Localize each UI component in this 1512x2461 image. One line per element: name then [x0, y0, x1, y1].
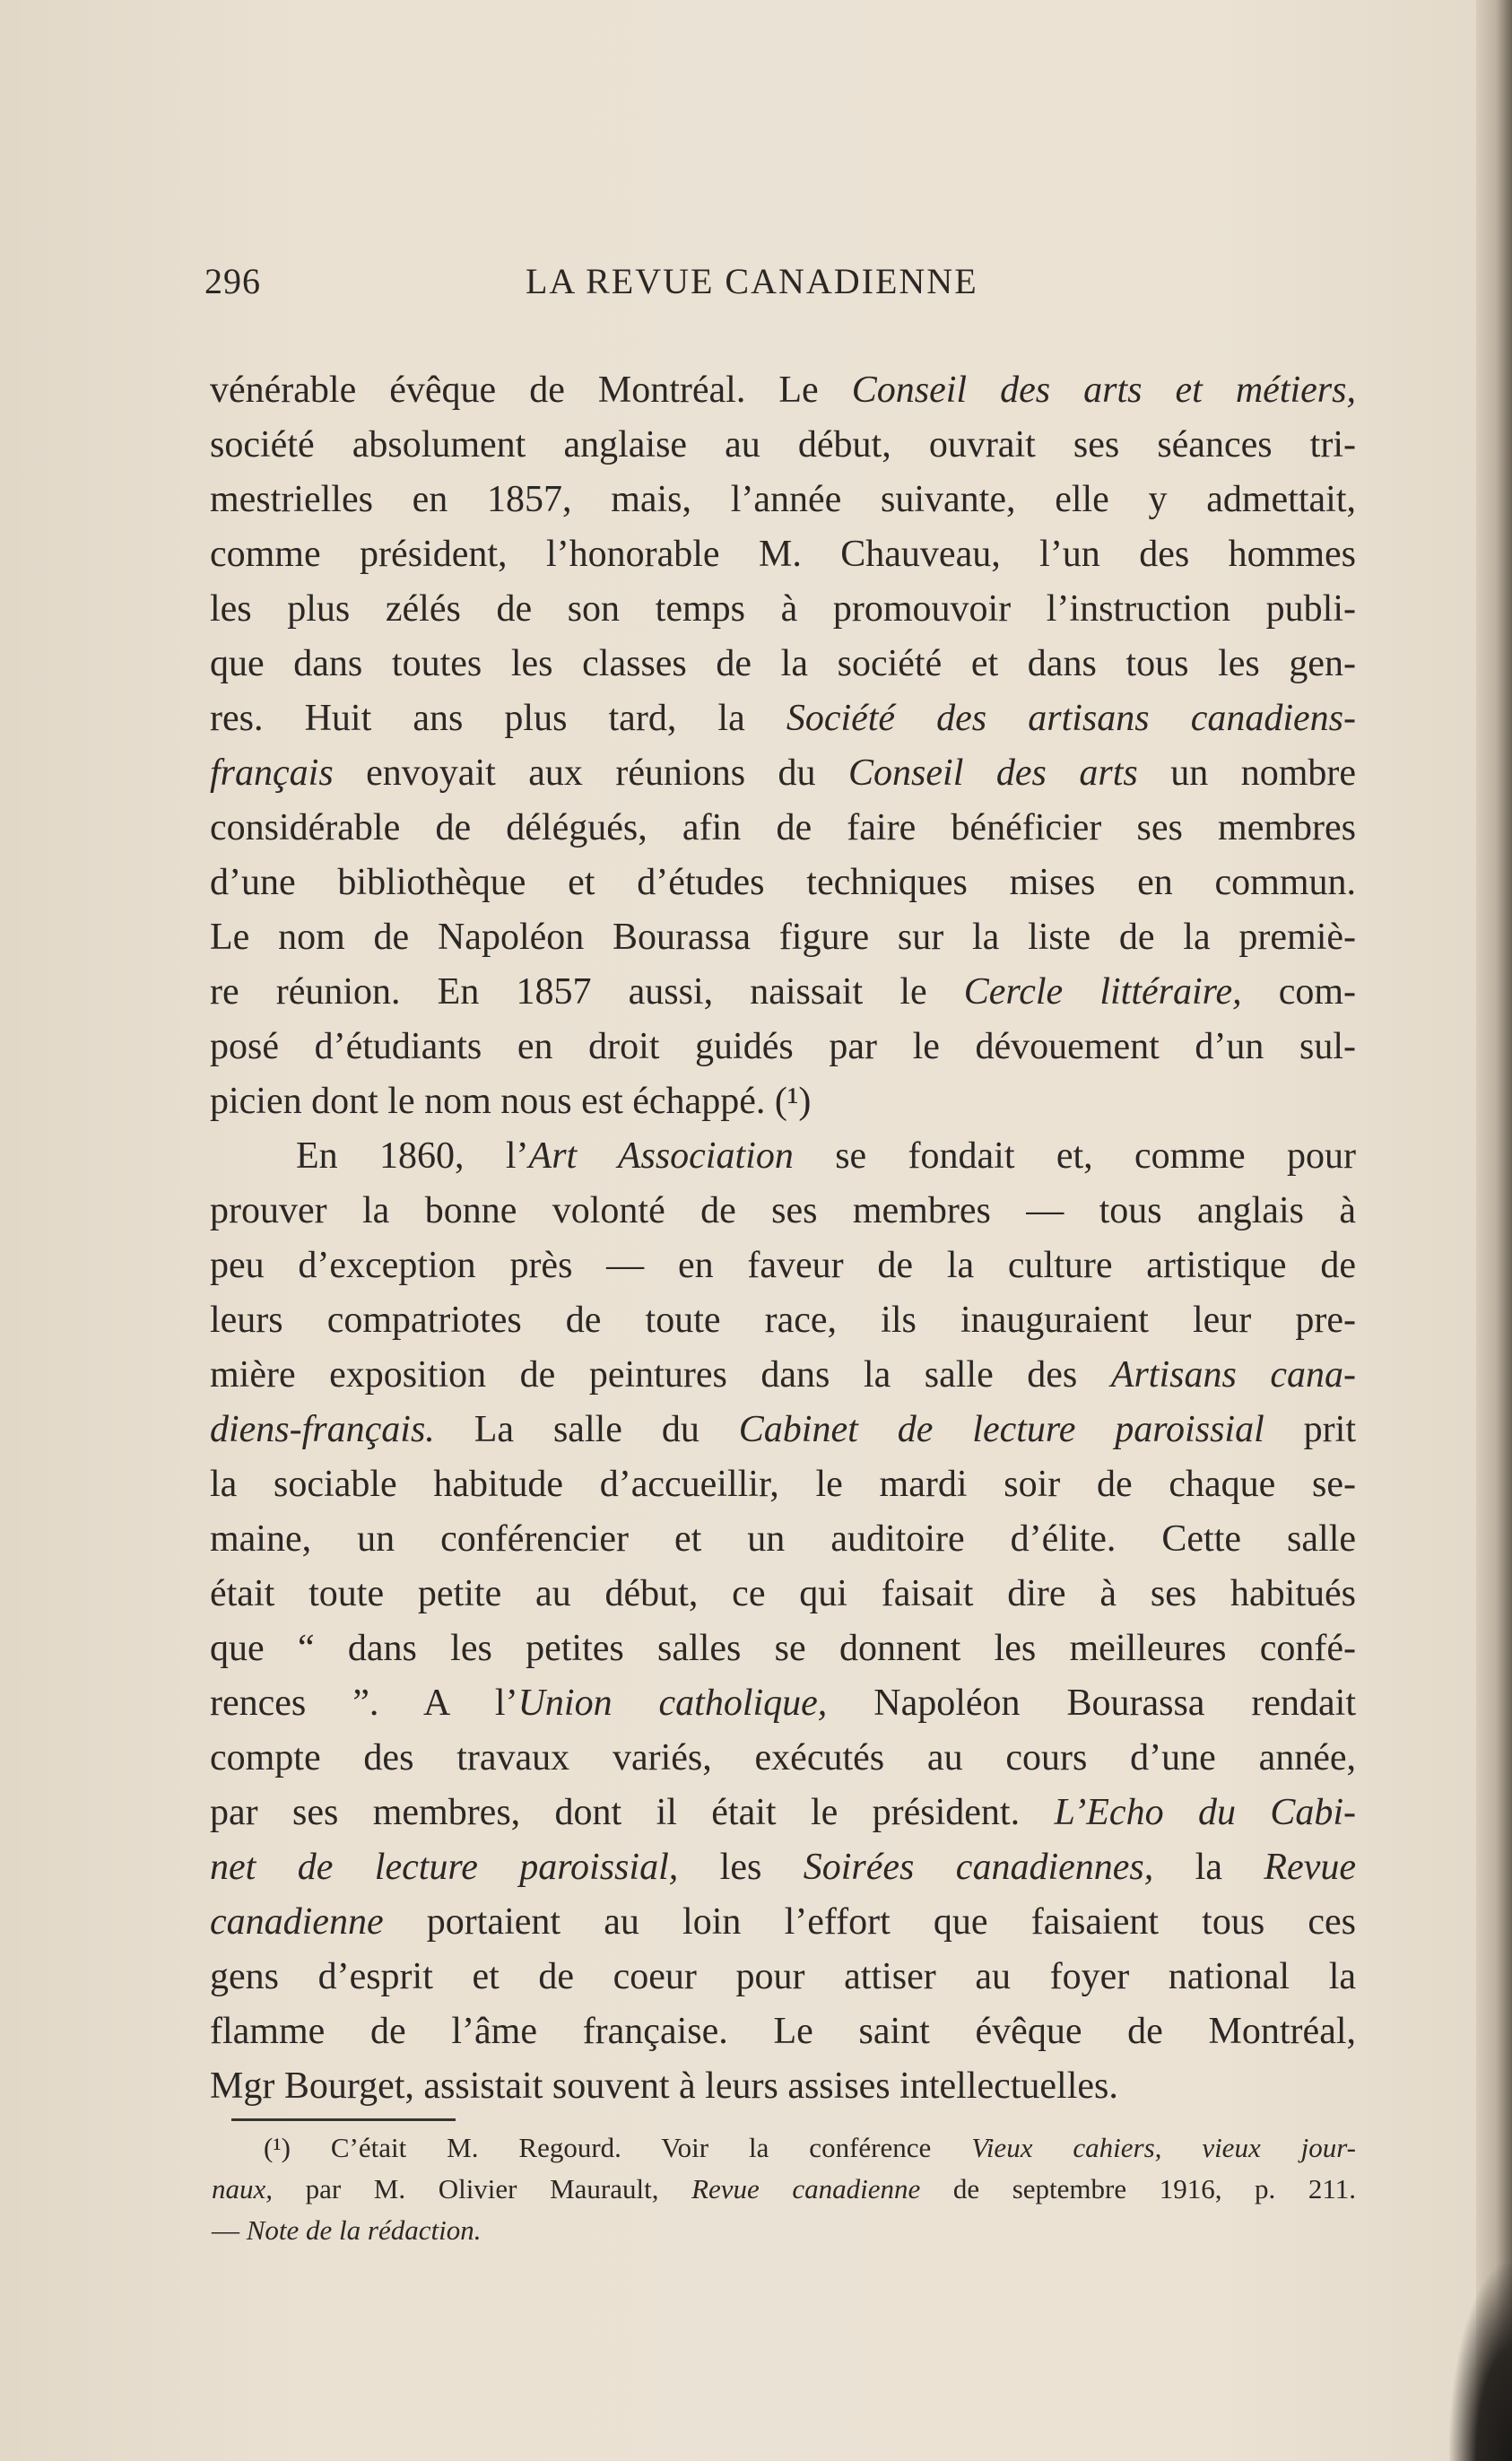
body-line	[210, 1950, 1356, 2004]
text-run: gens d’esprit et de coeur pour attiser au foyer national la	[210, 1956, 1356, 1997]
body-line	[210, 801, 1356, 856]
body-line	[210, 527, 1356, 582]
body-line	[210, 1348, 1356, 1403]
running-head	[204, 260, 1370, 314]
text-run: vénérable évêque de Montréal. Le	[210, 370, 852, 411]
italic-title-text: L’Echo du Cabi-	[1054, 1792, 1356, 1833]
text-run: leurs compatriotes de toute race, ils inauguraient leur pre-	[210, 1300, 1356, 1341]
body-line	[210, 1622, 1356, 1676]
footnote-line	[212, 2169, 1356, 2210]
body-line	[210, 1293, 1356, 1348]
page-gutter-shadow	[1476, 0, 1512, 2461]
italic-title-text: naux,	[212, 2173, 274, 2204]
text-run: flamme de l’âme française. Le saint évêque de Montréal,	[210, 2011, 1356, 2052]
body-line	[210, 363, 1356, 418]
italic-title-text: net de lecture paroissial,	[210, 1847, 679, 1888]
body-line	[210, 910, 1356, 965]
text-run: compte des travaux variés, exécutés au cours d’une année,	[210, 1737, 1356, 1778]
body-line	[210, 1786, 1356, 1840]
body-line	[210, 473, 1356, 527]
italic-title-text: Cercle littéraire,	[963, 971, 1242, 1013]
body-line	[210, 691, 1356, 746]
footnote-rule	[231, 2118, 456, 2121]
text-run: les plus zélés de son temps à promouvoir l’instruction publi-	[210, 588, 1356, 630]
text-run: re réunion. En 1857 aussi, naissait le	[210, 971, 964, 1013]
text-run: picien dont le nom nous est échappé. (¹)	[210, 1081, 812, 1122]
body-line	[210, 1895, 1356, 1950]
text-run: La salle du	[434, 1409, 739, 1450]
text-run: envoyait aux réunions du	[333, 752, 849, 794]
text-run: un nombre	[1137, 752, 1357, 794]
text-run: prouver la bonne volonté de ses membres — tous anglais à	[210, 1190, 1356, 1231]
text-run: rences ”. A l’	[210, 1683, 518, 1724]
text-run: la sociable habitude d’accueillir, le mardi soir de chaque se-	[210, 1464, 1356, 1505]
italic-title-text: Conseil des arts	[848, 752, 1138, 794]
italic-title-text: Conseil des arts et métiers,	[851, 370, 1356, 411]
page-number: 296	[204, 261, 261, 301]
text-run: était toute petite au début, ce qui faisait dire à ses habitués	[210, 1573, 1356, 1614]
body-line	[210, 1020, 1356, 1074]
text-run: comme président, l’honorable M. Chauveau, l’un des hommes	[210, 534, 1356, 575]
text-run: d’une bibliothèque et d’études techniques mises en commun.	[210, 862, 1356, 903]
body-line	[210, 418, 1356, 473]
body-line	[210, 1457, 1356, 1512]
footnote-line	[212, 2127, 1356, 2169]
text-run: considérable de délégués, afin de faire bénéficier ses membres	[210, 807, 1356, 848]
footnote-line	[212, 2210, 1356, 2251]
text-run: société absolument anglaise au début, ouvrait ses séances tri-	[210, 424, 1356, 465]
body-line	[210, 2004, 1356, 2059]
text-run: que dans toutes les classes de la société et dans tous les gen-	[210, 643, 1356, 684]
italic-title-text: Revue	[1264, 1847, 1356, 1888]
text-run: mière exposition de peintures dans la salle des	[210, 1354, 1111, 1396]
body-line	[210, 965, 1356, 1020]
italic-title-text: Artisans cana-	[1110, 1354, 1356, 1396]
body-line	[210, 1731, 1356, 1786]
text-run: que “ dans les petites salles se donnent les meilleures confé-	[210, 1628, 1356, 1669]
running-title: LA REVUE CANADIENNE	[526, 261, 978, 301]
text-run: par ses membres, dont il était le président.	[210, 1792, 1055, 1833]
text-run: portaient au loin l’effort que faisaient tous ces	[383, 1901, 1356, 1943]
italic-title-text: français	[210, 752, 334, 794]
text-run: —	[212, 2214, 247, 2246]
footnote-text	[212, 2127, 1356, 2251]
italic-title-text: Art Association	[528, 1135, 794, 1177]
text-run: Le nom de Napoléon Bourassa figure sur la liste de la premiè-	[210, 917, 1356, 958]
body-line	[210, 637, 1356, 691]
body-line	[210, 1512, 1356, 1567]
text-run: par M. Olivier Maurault,	[273, 2173, 692, 2204]
body-line	[210, 2059, 1356, 2114]
italic-title-text: diens-français.	[210, 1409, 435, 1450]
text-run: En 1860, l’	[296, 1135, 529, 1177]
text-run: Napoléon Bourassa rendait	[827, 1683, 1356, 1724]
body-line	[210, 582, 1356, 637]
text-run: peu d’exception près — en faveur de la culture artistique de	[210, 1245, 1356, 1286]
body-line	[210, 746, 1356, 801]
text-run: (¹) C’était M. Regourd. Voir la conférence	[264, 2132, 972, 2163]
italic-title-text: Union catholique,	[517, 1683, 828, 1724]
italic-title-text: Note de la rédaction.	[246, 2214, 482, 2246]
italic-title-text: canadienne	[210, 1901, 384, 1943]
body-line	[210, 1239, 1356, 1293]
text-run: de septembre 1916, p. 211.	[920, 2173, 1356, 2204]
italic-title-text: Vieux cahiers, vieux jour-	[971, 2132, 1357, 2163]
body-line	[210, 1074, 1356, 1129]
text-run: res. Huit ans plus tard, la	[210, 698, 786, 739]
text-run: la	[1153, 1847, 1264, 1888]
text-run: prit	[1264, 1409, 1357, 1450]
text-run: les	[678, 1847, 804, 1888]
body-line	[210, 1403, 1356, 1457]
body-line	[210, 1840, 1356, 1895]
italic-title-text: Revue canadienne	[691, 2173, 921, 2204]
italic-title-text: Cabinet de lecture paroissial	[738, 1409, 1264, 1450]
body-line	[210, 1567, 1356, 1622]
body-text	[210, 363, 1356, 2114]
text-run: com-	[1241, 971, 1357, 1013]
text-run: mestrielles en 1857, mais, l’année suivante, elle y admettait,	[210, 479, 1356, 520]
page-corner-shadow	[1449, 2264, 1512, 2461]
italic-title-text: Soirées canadiennes,	[803, 1847, 1154, 1888]
text-run: maine, un conférencier et un auditoire d’élite. Cette salle	[210, 1518, 1356, 1560]
italic-title-text: Société des artisans canadiens-	[786, 698, 1356, 739]
body-line	[210, 1129, 1356, 1184]
text-run: se fondait et, comme pour	[793, 1135, 1357, 1177]
body-line	[210, 1184, 1356, 1239]
body-line	[210, 1676, 1356, 1731]
text-run: posé d’étudiants en droit guidés par le dévouement d’un sul-	[210, 1026, 1356, 1067]
body-line	[210, 856, 1356, 910]
text-run: Mgr Bourget, assistait souvent à leurs assises intellectuelles.	[210, 2065, 1118, 2107]
